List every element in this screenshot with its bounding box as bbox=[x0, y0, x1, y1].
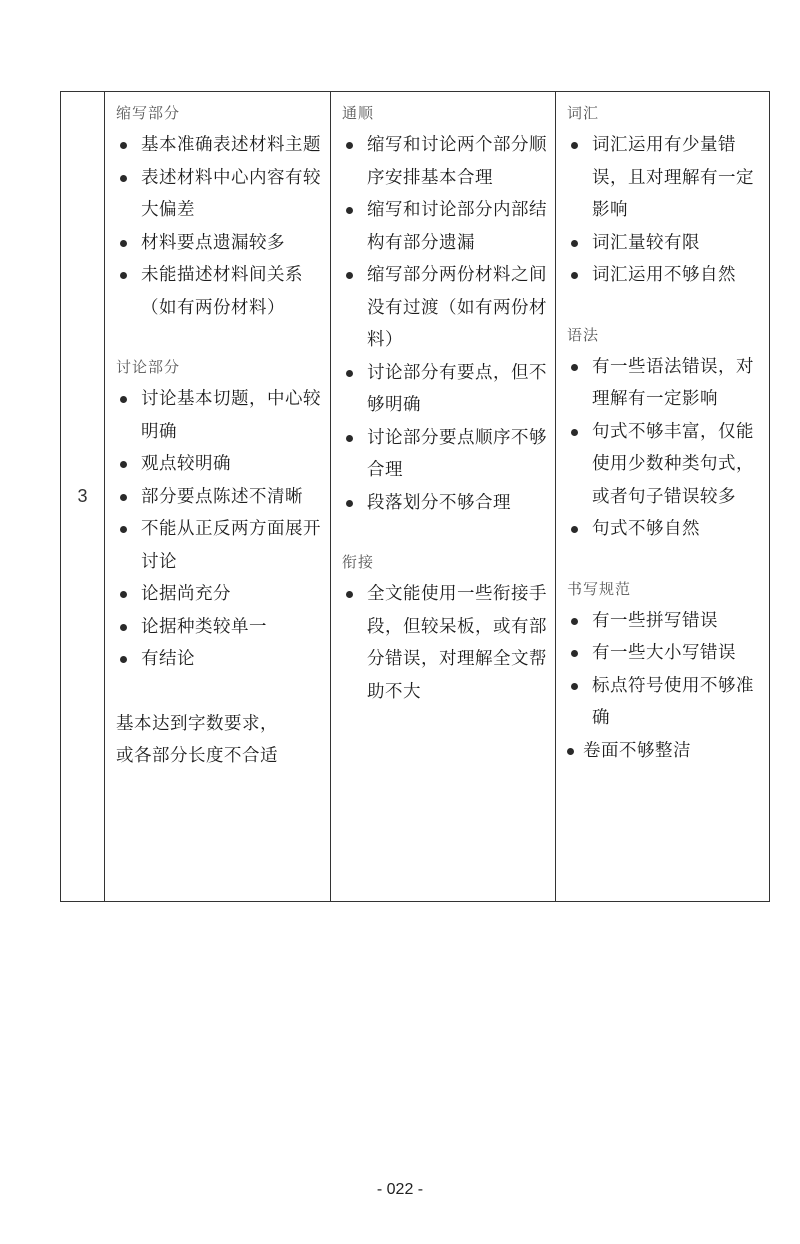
list-item: 有一些大小写错误 bbox=[567, 637, 763, 670]
list-item: 不能从正反两方面展开讨论 bbox=[116, 513, 324, 578]
list-item: 观点较明确 bbox=[116, 448, 324, 481]
list-item: 未能描述材料间关系（如有两份材料） bbox=[116, 259, 324, 324]
bullet-icon bbox=[346, 500, 353, 507]
section-title-discussion: 讨论部分 bbox=[116, 358, 181, 376]
bullet-icon bbox=[120, 461, 127, 468]
bullet-icon bbox=[120, 526, 127, 533]
bullet-icon bbox=[120, 656, 127, 663]
bullet-icon bbox=[120, 175, 127, 182]
list-item: 句式不够自然 bbox=[567, 513, 763, 546]
list-item: 缩写部分两份材料之间没有过渡（如有两份材料） bbox=[342, 259, 549, 357]
bullet-icon bbox=[120, 142, 127, 149]
list-item: 词汇量较有限 bbox=[567, 227, 763, 260]
list-item: 有一些拼写错误 bbox=[567, 605, 763, 638]
bullet-icon bbox=[120, 494, 127, 501]
organization-column bbox=[330, 92, 555, 901]
grading-table bbox=[60, 91, 770, 902]
bullet-icon bbox=[571, 429, 578, 436]
section-title-summary: 缩写部分 bbox=[116, 104, 181, 122]
page-number: - 022 - bbox=[376, 1181, 424, 1198]
list-item: 讨论部分要点顺序不够合理 bbox=[342, 422, 549, 487]
bullet-icon bbox=[346, 272, 353, 279]
bullet-icon bbox=[346, 591, 353, 598]
list-item: 缩写和讨论部分内部结构有部分遗漏 bbox=[342, 194, 549, 259]
bullet-icon bbox=[120, 591, 127, 598]
bullet-icon bbox=[346, 435, 353, 442]
list-item: 词汇运用不够自然 bbox=[567, 259, 763, 292]
bullet-icon bbox=[346, 207, 353, 214]
list-item: 全文能使用一些衔接手段，但较呆板，或有部分错误，对理解全文帮助不大 bbox=[342, 578, 549, 708]
bullet-icon bbox=[571, 526, 578, 533]
section-title-cohesion: 衔接 bbox=[342, 553, 375, 571]
list-item: 基本准确表述材料主题 bbox=[116, 129, 324, 162]
bullet-icon bbox=[120, 624, 127, 631]
bullet-icon bbox=[571, 650, 578, 657]
bullet-icon bbox=[571, 272, 578, 279]
section-title-fluency: 通顺 bbox=[342, 104, 375, 122]
content-column bbox=[104, 92, 330, 901]
grammar-list bbox=[567, 351, 763, 546]
writing-list bbox=[567, 605, 763, 768]
list-item: 材料要点遗漏较多 bbox=[116, 227, 324, 260]
level-number: 3 bbox=[77, 486, 88, 506]
word-count-note: 基本达到字数要求， 或各部分长度不合适 bbox=[116, 713, 278, 766]
list-item: 有一些语法错误，对理解有一定影响 bbox=[567, 351, 763, 416]
vocab-list bbox=[567, 129, 763, 292]
list-item: 卷面不够整洁 bbox=[567, 735, 763, 768]
bullet-icon bbox=[567, 748, 574, 755]
section-title-vocab: 词汇 bbox=[567, 104, 600, 122]
bullet-icon bbox=[346, 370, 353, 377]
bullet-icon bbox=[120, 396, 127, 403]
list-item: 词汇运用有少量错误，且对理解有一定影响 bbox=[567, 129, 763, 227]
list-item: 讨论部分有要点，但不够明确 bbox=[342, 357, 549, 422]
list-item: 表述材料中心内容有较大偏差 bbox=[116, 162, 324, 227]
bullet-icon bbox=[571, 240, 578, 247]
list-item: 论据尚充分 bbox=[116, 578, 324, 611]
bullet-icon bbox=[571, 142, 578, 149]
list-item: 有结论 bbox=[116, 643, 324, 676]
fluency-list bbox=[342, 129, 549, 519]
language-column bbox=[555, 92, 769, 901]
level-cell bbox=[61, 92, 104, 901]
bullet-icon bbox=[571, 364, 578, 371]
list-item: 缩写和讨论两个部分顺序安排基本合理 bbox=[342, 129, 549, 194]
summary-list bbox=[116, 129, 324, 324]
bullet-icon bbox=[120, 240, 127, 247]
cohesion-list bbox=[342, 578, 549, 708]
discussion-list bbox=[116, 383, 324, 676]
bullet-icon bbox=[120, 272, 127, 279]
section-title-grammar: 语法 bbox=[567, 325, 600, 344]
bullet-icon bbox=[571, 618, 578, 625]
section-title-writing: 书写规范 bbox=[567, 579, 632, 598]
list-item: 标点符号使用不够准确 bbox=[567, 670, 763, 735]
bullet-icon bbox=[571, 683, 578, 690]
list-item: 讨论基本切题，中心较明确 bbox=[116, 383, 324, 448]
list-item: 句式不够丰富，仅能使用少数种类句式，或者句子错误较多 bbox=[567, 416, 763, 514]
list-item: 论据种类较单一 bbox=[116, 611, 324, 644]
list-item: 段落划分不够合理 bbox=[342, 487, 549, 520]
bullet-icon bbox=[346, 142, 353, 149]
list-item: 部分要点陈述不清晰 bbox=[116, 481, 324, 514]
